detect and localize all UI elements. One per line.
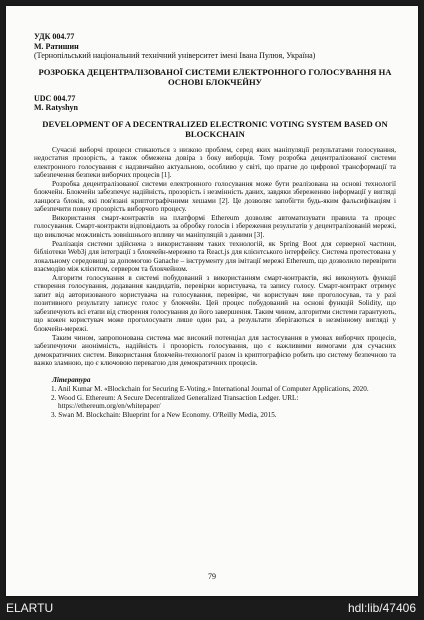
document-page bbox=[6, 6, 418, 596]
page-number: 79 bbox=[208, 572, 216, 581]
affiliation-uk: (Тернопільський національний технічний університет імені Івана Пулюя, Україна) bbox=[34, 51, 316, 60]
reference-item: 2. Wood G. Ethereum: A Secure Decentralized Generalized Transaction Ledger. URL: https://ethereum.org/en/whitepaper/ bbox=[51, 393, 299, 411]
repository-name: ELARTU bbox=[6, 601, 54, 615]
paragraph-5: Алгоритм голосування в системі побудований з використанням смарт-контрактів, які виконують функції створення голосування, додавання кандидатів, перевірки користувача, та запису голосу. Смарт-контракт отримує запит від авторизованого користувача на голосування, перевіряє, чи користувач вже проголосував, та у разі позитивного результату записує голос у блокчейн. Цей процес побудований на основі функцій Solidity, що забезпечують всі етапи від створення голосування до його завершення. Таким чином, алгоритми системи гарантують, що кожен користувач може проголосувати лише один раз, а результати зберігаються в незмінному вигляді у блокчейн-мережі. bbox=[34, 273, 396, 333]
udc-en: UDC 004.77 bbox=[34, 93, 76, 103]
reference-item: 1. Anil Kumar M. «Blockchain for Securing E-Voting.» International Journal of Computer Applications, 2020. bbox=[51, 385, 369, 394]
reference-item: 3. Swan M. Blockchain: Blueprint for a New Economy. O'Reilly Media, 2015. bbox=[51, 410, 277, 419]
paragraph-3: Використання смарт-контрактів на платформі Ethereum дозволяє автоматизувати правила та процес голосування. Смарт-контракти відповідають за обробку голосів і збереження результатів у децентралізованій мережі, що виключає можливість зовнішнього впливу чи маніпуляцій з даними [3]. bbox=[34, 213, 396, 239]
article-content bbox=[34, 32, 396, 419]
references bbox=[34, 376, 396, 420]
repository-footer bbox=[0, 598, 424, 620]
references-heading: Література bbox=[52, 375, 91, 384]
author-uk: М. Ратишин bbox=[34, 41, 79, 51]
title-uk: РОЗРОБКА ДЕЦЕНТРАЛІЗОВАНОЇ СИСТЕМИ ЕЛЕКТРОННОГО ГОЛОСУВАННЯ НА ОСНОВІ БЛОКЧЕЙНУ bbox=[38, 66, 392, 87]
paragraph-4: Реалізація системи здійснена з використанням таких технологій, як Spring Boot для серверної частини, бібліотеки Web3j для інтеграції з блокчейн-мережею та React.js для клієнтського інтерфейсу. Система протестована у локальному середовищі за допомогою Ganache – інструменту для імітації мережі Ethereum, що дозволило перевірити взаємодію між клієнтом, сервером та блокчейном. bbox=[34, 239, 396, 274]
paragraph-1: Сучасні виборчі процеси стикаються з низкою проблем, серед яких маніпуляції результатами голосування, недостатня прозорість, а також обмежена довіра з боку виборців. Тому розробка децентралізованої системи електронного голосування є надзвичайно актуальною, особливо у світі, що прагне до цифрової трансформації та забезпечення безпеки виборчих процесів [1]. bbox=[34, 145, 396, 180]
author-en: M. Ratyshyn bbox=[34, 103, 79, 112]
paragraph-6: Таким чином, запропонована система має високий потенціал для застосування в умовах виборчих процесів, забезпечуючи анонімність, надійність і прозорість голосування, що є важливими вимогами для сучасних демократичних систем. Використання блокчейн-технології разом із криптографією робить цю систему безпечною та важко зламною, що є ключовою перевагою для демократичних процесів. bbox=[34, 333, 396, 368]
handle-identifier: hdl:lib/47406 bbox=[347, 601, 416, 615]
udc-uk: УДК 004.77 bbox=[34, 32, 75, 41]
title-en: DEVELOPMENT OF A DECENTRALIZED ELECTRONIC VOTING SYSTEM BASED ON BLOCKCHAIN bbox=[42, 118, 388, 139]
paragraph-2: Розробка децентралізованої системи електронного голосування може бути реалізована на основі технології блокчейн. Блокчейн забезпечує надійність, прозорість і незмінність даних, завдяки збереженню інформації у вигляді ланцюга блоків, які пов'язані криптографічними хешами [2]. Це дозволяє запобігти будь-яким фальсифікаціям і забезпечити повну прозорість виборчого процесу. bbox=[34, 179, 396, 214]
